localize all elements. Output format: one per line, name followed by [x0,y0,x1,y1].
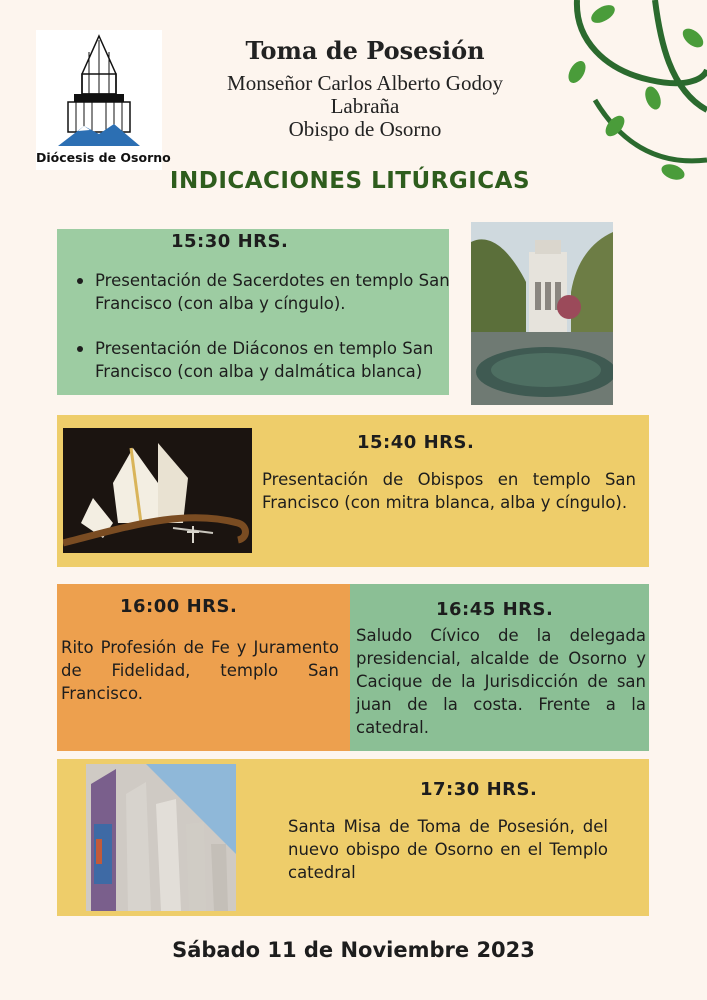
subtitle-line: Obispo de Osorno [288,117,442,141]
schedule-time: 15:40 HRS. [357,432,475,453]
schedule-panel-1600 [57,584,350,751]
schedule-panel-1540 [57,415,649,567]
schedule-time: 15:30 HRS. [171,231,289,252]
subtitle-line: Labraña [330,94,400,118]
cathedral-interior-photo [86,764,236,911]
subtitle-line: Monseñor Carlos Alberto Godoy [227,71,503,95]
cathedral-logo-icon [54,34,144,149]
schedule-panel-1730 [57,759,649,916]
mitre-crozier-photo [63,428,252,553]
vine-decoration [555,0,707,190]
diocese-logo [36,30,171,170]
event-date: Sábado 11 de Noviembre 2023 [172,938,535,962]
list-item: Presentación de Sacerdotes en templo San Francisco (con alba y cíngulo). [95,269,475,315]
schedule-time: 16:00 HRS. [120,596,238,617]
list-item: Presentación de Diáconos en templo San Francisco (con alba y dalmática blanca) [95,337,475,383]
schedule-time: 17:30 HRS. [420,779,538,800]
schedule-panel-1645 [350,584,649,751]
schedule-text: Santa Misa de Toma de Posesión, del nuevo obispo de Osorno en el Templo catedral [288,817,608,882]
schedule-panel-1530 [57,229,449,395]
page-title: Toma de Posesión [245,36,485,65]
church-fountain-photo [471,222,613,405]
section-heading: INDICACIONES LITÚRGICAS [169,168,531,194]
logo-caption: Diócesis de Osorno [36,150,171,165]
schedule-items [59,269,475,405]
schedule-text: Saludo Cívico de la delegada presidencial, alcalde de Osorno y Cacique de la Jurisdicción de san juan de la costa. Frente a la catedral. [356,626,646,737]
schedule-time: 16:45 HRS. [436,599,554,620]
schedule-text: Rito Profesión de Fe y Juramento de Fidelidad, templo San Francisco. [61,638,339,703]
page-subtitle [170,72,560,141]
schedule-text: Presentación de Obispos en templo San Francisco (con mitra blanca, alba y cíngulo). [262,470,636,512]
